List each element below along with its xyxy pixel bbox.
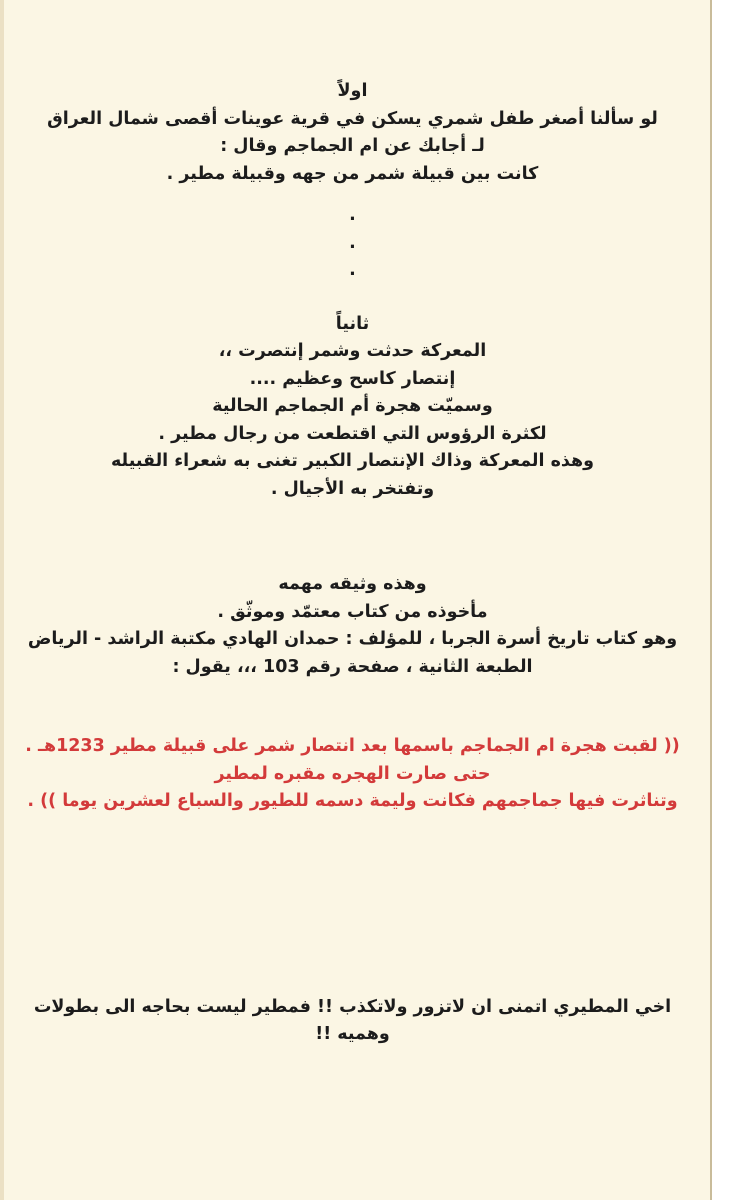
separator-dot: .: [349, 260, 356, 280]
section2-line: إنتصار كاسح وعظيم ....: [249, 368, 456, 389]
separator-dot: .: [349, 232, 356, 253]
section3-line: مأخوذه من كتاب معتمّد وموثّق .: [217, 601, 488, 622]
section3-line: الطبعة الثانية ، صفحة رقم 103 ،،، يقول :: [172, 656, 533, 677]
section2-line: وسميّت هجرة أم الجماجم الحالية: [212, 396, 493, 416]
quoted-text: (( لقبت هجرة ام الجماجم باسمها بعد انتصار شمر على قبيلة مطير 1233هـ . حتى صارت الهجره مقبره لمطير: [25, 736, 680, 784]
quoted-text: وتناثرت فيها جماجمهم فكانت وليمة دسمه للطيور والسباع لعشرين يوما )) .: [27, 791, 678, 811]
section1-line: لو سألنا أصغر طفل شمري يسكن في قرية عوينات أقصى شمال العراق: [47, 108, 658, 129]
post-body: [20, 78, 685, 1049]
section2-line: المعركة حدثت وشمر إنتصرت ،،: [218, 341, 487, 361]
section2-line: وتفتخر به الأجيال .: [270, 478, 435, 499]
section1-heading: اولاً: [337, 81, 368, 101]
section2-line: لكثرة الرؤوس التي اقتطعت من رجال مطير .: [158, 423, 547, 444]
side-rail: [712, 0, 732, 1200]
section1-line: كانت بين قبيلة شمر من جهه وقبيلة مطير .: [166, 163, 539, 184]
section2-heading: ثانياً: [335, 313, 370, 334]
section1-line: لـ أجابك عن ام الجماجم وقال :: [220, 136, 485, 156]
separator-dot: .: [349, 205, 356, 225]
closing-remark: اخي المطيري اتمنى ان لاتزور ولاتكذب !! فمطير ليست بحاجه الى بطولات وهميه !!: [33, 996, 672, 1044]
section2-line: وهذه المعركة وذاك الإنتصار الكبير تغنى به شعراء القبيله: [110, 451, 595, 471]
book-citation: وهو كتاب تاريخ أسرة الجربا ، للمؤلف : حمدان الهادي مكتبة الراشد - الرياض: [27, 629, 678, 649]
section3-line: وهذه وثيقه مهمه: [278, 574, 427, 594]
